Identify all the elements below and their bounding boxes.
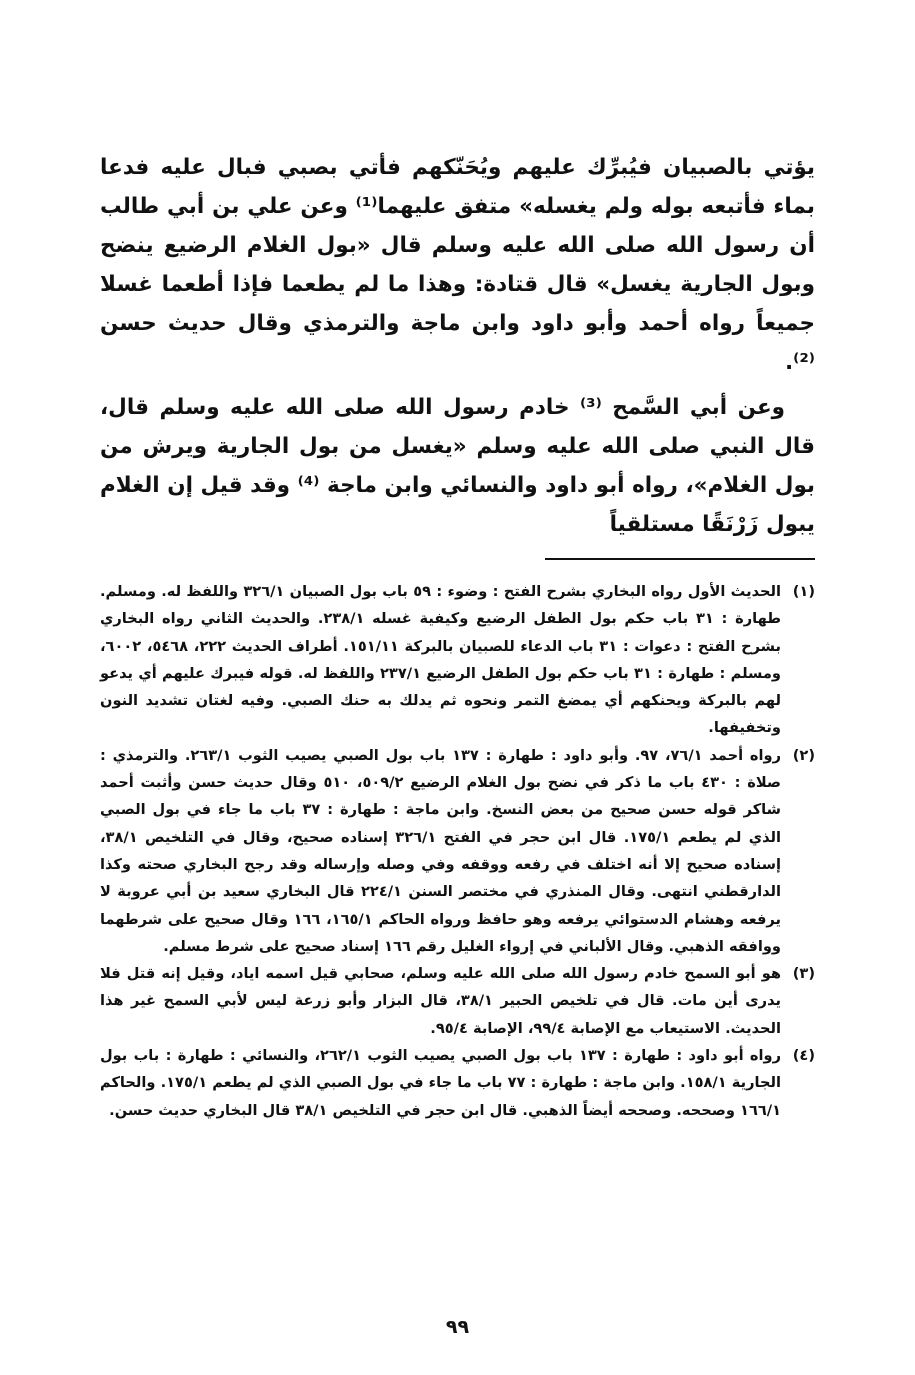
main-paragraph-2: وعن أبي السَّمح ⁽³⁾ خادم رسول الله صلى الله عليه وسلم قال، قال النبي صلى الله عليه وسلم «يغسل من بول الجارية ويرش من بول الغلام»، رواه أبو داود والنسائي وابن ماجة ⁽⁴⁾ وقد قيل إن الغلام يبول زَرْنَقًا مستلقياً xyxy=(100,395,815,537)
footnote-number: (٣) xyxy=(792,965,815,983)
footnotes-list xyxy=(100,578,815,1124)
document-page xyxy=(100,148,815,1124)
footnote-3 xyxy=(100,960,815,1042)
page-number: ٩٩ xyxy=(445,1316,470,1338)
footnote-text: الحديث الأول رواه البخاري بشرح الفتح : وضوء : ٥٩ باب بول الصبيان ٣٢٦/١ واللفظ له. ومسلم. طهارة : ٣١ باب حكم بول الطفل الرضيع وكيفية غسله ٢٣٨/١. والحديث الثاني رواه البخاري بشرح الفتح : دعوات : ٣١ باب الدعاء للصبيان بالبركة ١٥١/١١. أطراف الحديث ٢٢٢، ٥٤٦٨، ٦٠٠٢، ومسلم : طهارة : ٣١ باب حكم بول الطفل الرضيع ٢٣٧/١ واللفظ له. قوله فيبرك عليهم أي يدعو لهم بالبركة ويحنكهم أي يمضغ التمر ونحوه ثم يدلك به حنك الصبي. وفيه لغتان تشديد النون وتخفيفها. xyxy=(100,583,782,737)
footnote-number: (٤) xyxy=(792,1047,815,1065)
footnote-text: رواه أبو داود : طهارة : ١٣٧ باب بول الصبي يصيب الثوب ٢٦٢/١، والنسائي : طهارة : باب بول الجارية ١٥٨/١. وابن ماجة : طهارة : ٧٧ باب ما جاء في بول الصبي الذي لم يطعم ١٧٥/١. والحاكم ١٦٦/١ وصححه. وصححه أيضاً الذهبي. قال ابن حجر في التلخيص ٣٨/١ قال البخاري حديث حسن. xyxy=(100,1047,781,1119)
footnote-2 xyxy=(100,742,815,960)
footnote-text: رواه أحمد ٧٦/١، ٩٧. وأبو داود : طهارة : ١٣٧ باب بول الصبي يصيب الثوب ٢٦٣/١. والترمذي : صلاة : ٤٣٠ باب ما ذكر في نضح بول الغلام الرضيع ٥٠٩/٢، ٥١٠ وقال حديث حسن وأثبت أحمد شاكر قوله حسن صحيح من بعض النسخ. وابن ماجة : طهارة : ٣٧ باب ما جاء في بول الصبي الذي لم يطعم ١٧٥/١. قال ابن حجر في الفتح ٣٢٦/١ إسناده صحيح، وقال في التلخيص ٣٨/١، إسناده صحيح إلا أنه اختلف في رفعه ووقفه وفي وصله وإرساله وقد رجح البخاري صحته وكذا الدارقطني انتهى. وقال المنذري في مختصر السنن ٢٢٤/١ قال البخاري سعيد بن أبي عروبة لا يرفعه وهشام الدستوائي يرفعه وهو حافظ ورواه الحاكم ١٦٥/١، ١٦٦ وقال صحيح على شرطهما ووافقه الذهبي. وقال الألباني في إرواء الغليل رقم ١٦٦ إسناد صحيح على شرط مسلم. xyxy=(100,746,782,955)
footnote-text: هو أبو السمح خادم رسول الله صلى الله عليه وسلم، صحابي قيل اسمه اياد، وقيل إنه قتل فلا يدرى أين مات. قال في تلخيص الحبير ٣٨/١، قال البزار وأبو زرعة ليس لأبي السمح غير هذا الحديث. الاستيعاب مع الإصابة ٩٩/٤، الإصابة ٩٥/٤. xyxy=(100,965,781,1037)
footnote-number: (٢) xyxy=(792,746,815,764)
footnote-4 xyxy=(100,1042,815,1124)
footnote-1 xyxy=(100,578,815,742)
main-text xyxy=(100,148,815,544)
main-paragraph-1: يؤتي بالصبيان فيُبرِّك عليهم ويُحَنّكهم فأتي بصبي فبال عليه فدعا بماء فأتبعه بوله ولم يغسله» متفق عليهما⁽¹⁾ وعن علي بن أبي طالب أن رسول الله صلى الله عليه وسلم قال «بول الغلام الرضيع ينضح وبول الجارية يغسل» قال قتادة: وهذا ما لم يطعما فإذا أطعما غسلا جميعاً رواه أحمد وأبو داود وابن ماجة والترمذي وقال حديث حسن ⁽²⁾. xyxy=(100,155,815,375)
footnote-number: (١) xyxy=(792,583,815,600)
footnote-divider xyxy=(545,558,815,560)
